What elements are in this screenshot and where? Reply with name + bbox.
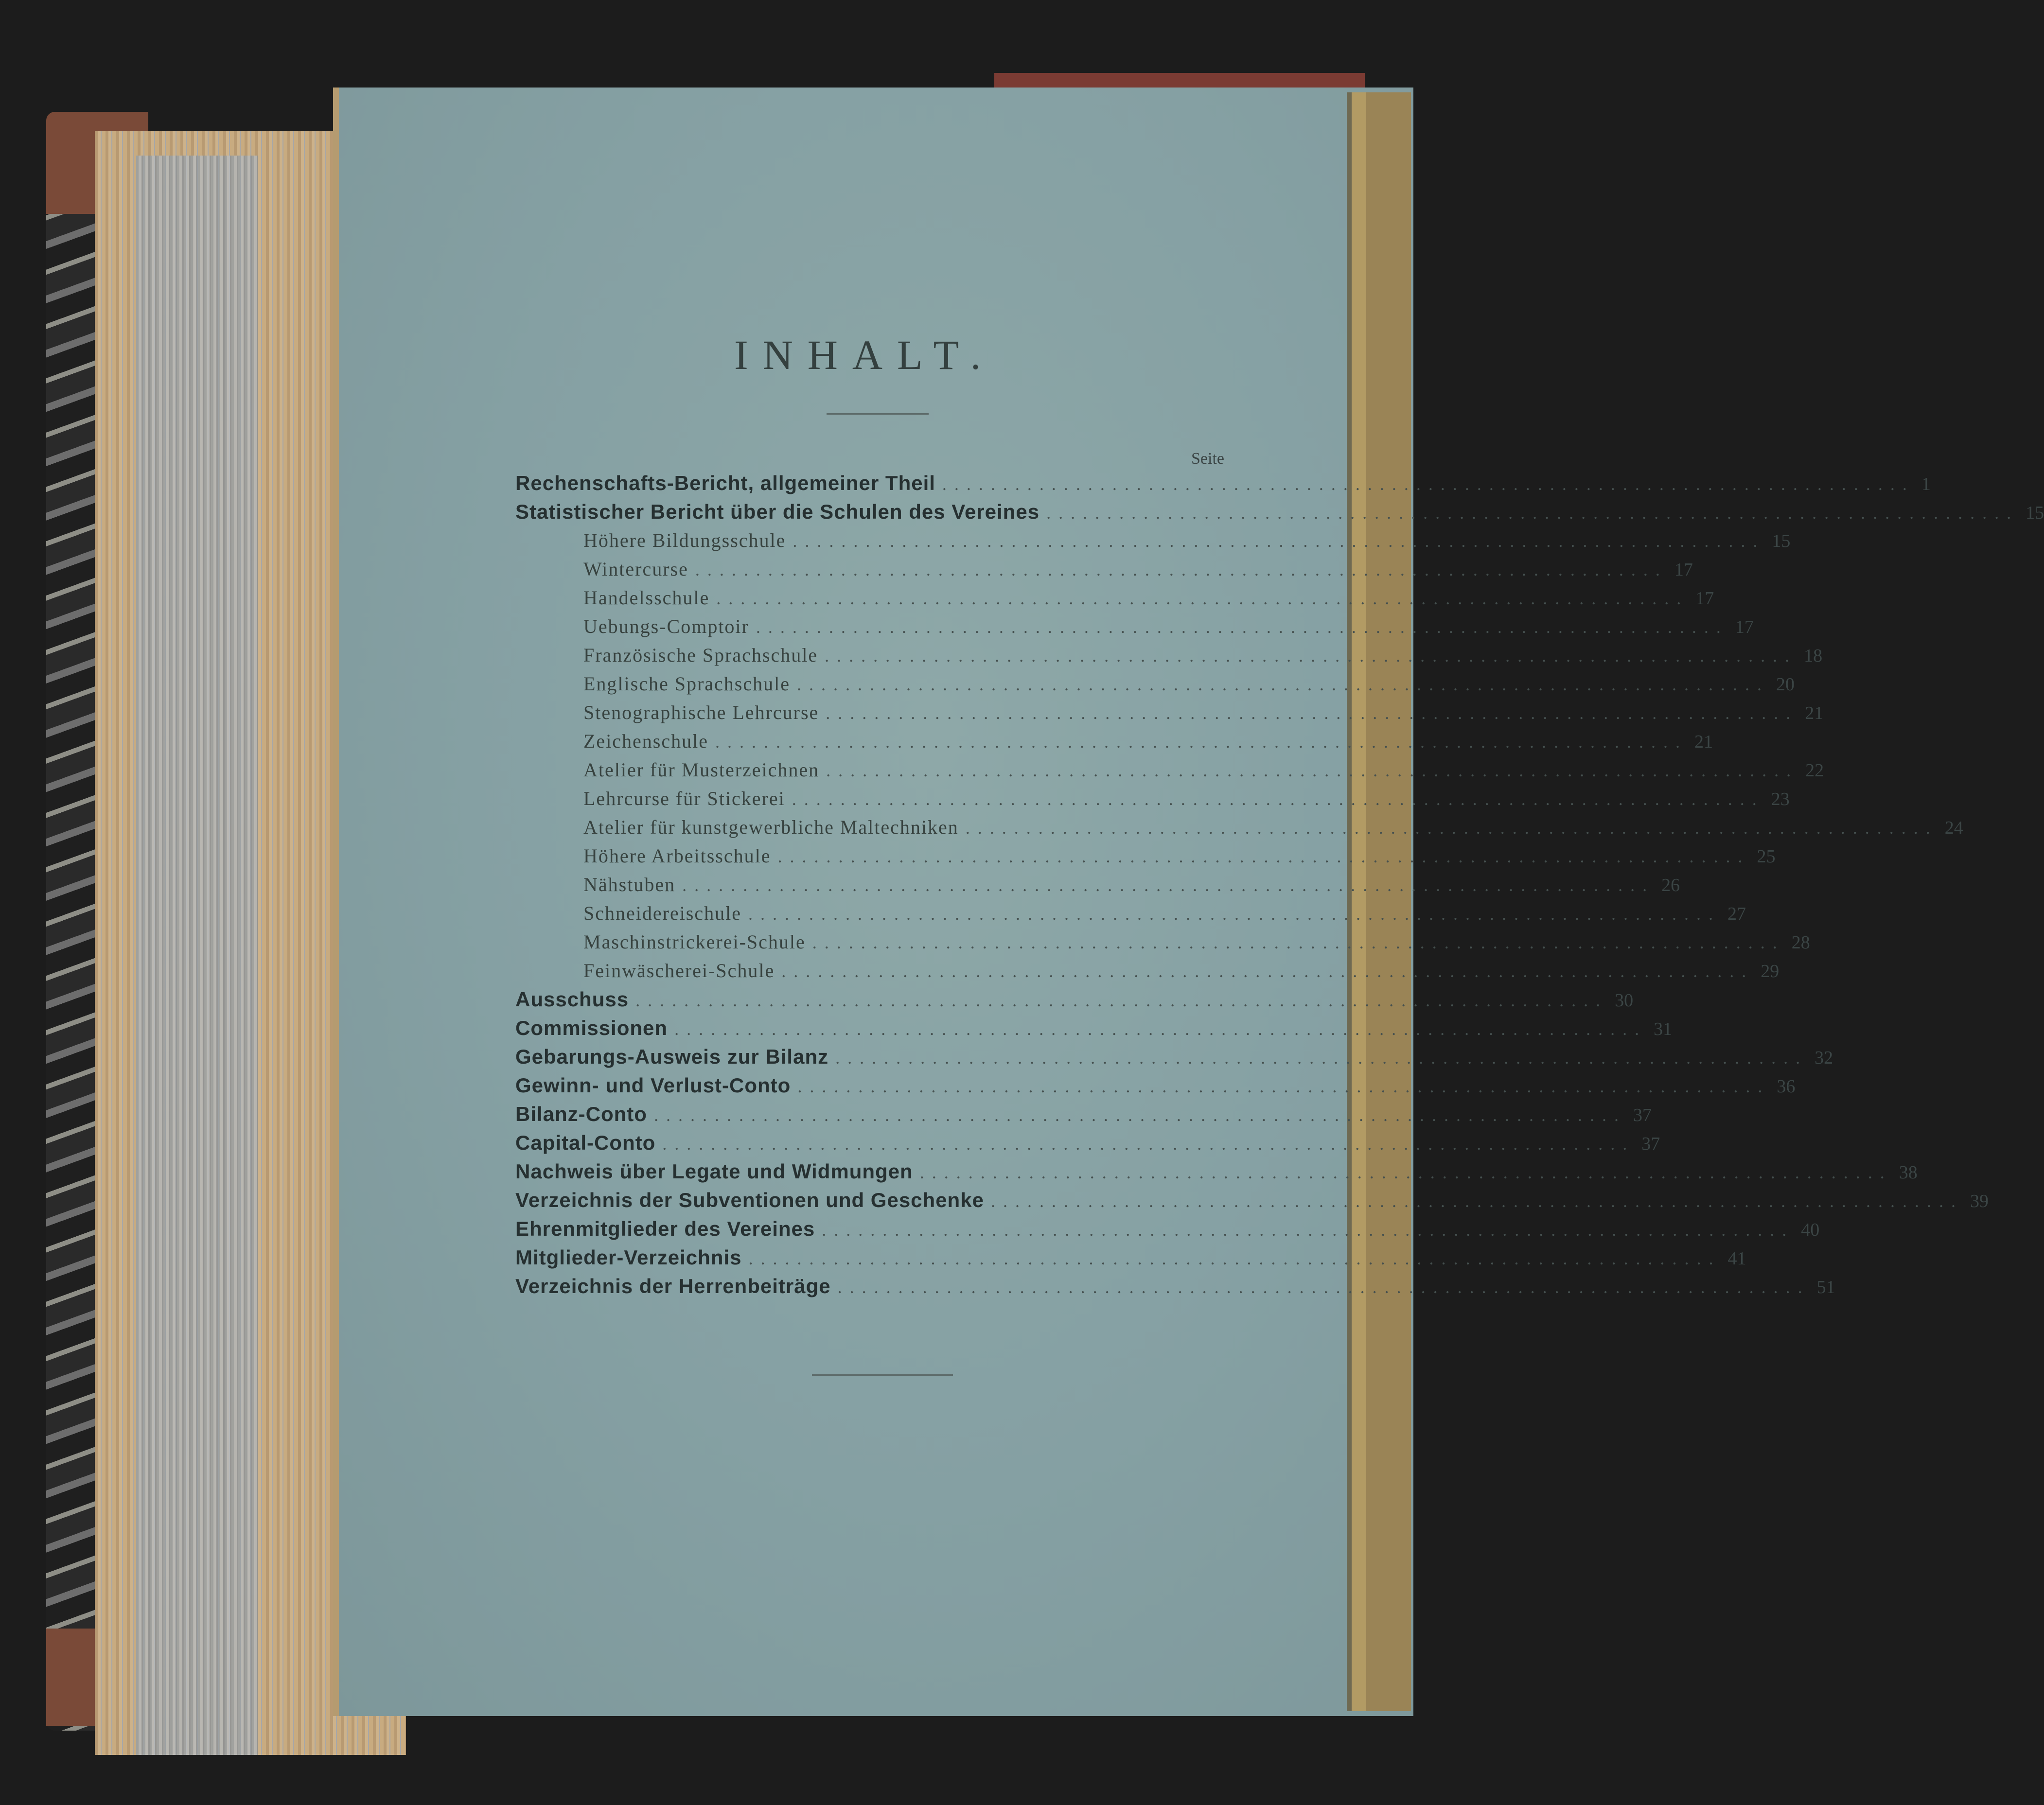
toc-entry-page: 36 (1777, 1076, 1796, 1097)
page-column-header: Seite (1191, 450, 1224, 468)
toc-entry (515, 1275, 1835, 1303)
toc-entry-label: Verzeichnis der Subventionen und Geschenke (515, 1189, 984, 1211)
leader-dots: ................................................................................ (797, 675, 1769, 694)
leader-dots: ................................................................................ (990, 1192, 1963, 1211)
toc-entry (515, 672, 1795, 701)
toc-entry-page: 27 (1727, 904, 1746, 924)
toc-entry-page: 26 (1661, 875, 1680, 895)
toc-entry-label: Wintercurse (583, 558, 688, 580)
toc-entry-label: Gewinn- und Verlust-Conto (515, 1074, 791, 1097)
toc-entry (515, 1074, 1796, 1103)
toc-entry-label: Englische Sprachschule (583, 673, 790, 695)
divider-bottom (812, 1374, 953, 1376)
toc-entry-label: Feinwäscherei-Schule (583, 960, 775, 981)
toc-entry (515, 615, 1754, 644)
toc-entry (515, 701, 1824, 730)
toc-entry (515, 586, 1714, 615)
toc-entry-page: 38 (1899, 1162, 1918, 1183)
toc-entry-page: 30 (1615, 990, 1634, 1011)
toc-entry (515, 873, 1680, 902)
leader-dots: ................................................................................ (748, 904, 1721, 924)
facing-page-edge (1347, 92, 1411, 1711)
toc-entry-page: 15 (1772, 531, 1791, 551)
toc-entry-label: Lehrcurse für Stickerei (583, 788, 785, 809)
leader-dots: ................................................................................ (826, 703, 1798, 723)
toc-entry-label: Ehrenmitglieder des Vereines (515, 1217, 815, 1240)
toc-entry (515, 959, 1780, 988)
toc-entry-label: Handelsschule (583, 587, 710, 609)
toc-entry-label: Zeichenschule (583, 730, 708, 752)
leader-dots: ................................................................................ (781, 962, 1754, 981)
toc-entry (515, 644, 1823, 672)
toc-entry-page: 18 (1804, 646, 1823, 666)
leader-dots: ................................................................................ (715, 732, 1688, 752)
toc-entry-page: 25 (1757, 846, 1776, 867)
leader-dots: ................................................................................ (797, 1077, 1770, 1096)
toc-entry-label: Rechenschafts-Bericht, allgemeiner Theil (515, 472, 935, 494)
toc-entry (515, 1217, 1820, 1246)
toc-entry-label: Atelier für kunstgewerbliche Maltechniken (583, 816, 959, 838)
toc-entry (515, 902, 1746, 930)
leader-dots: ................................................................................ (748, 1249, 1721, 1268)
leader-dots: ................................................................................ (837, 1278, 1810, 1297)
leader-dots: ................................................................................ (965, 818, 1938, 838)
page-edges-grey (136, 156, 258, 1755)
toc-entry-page: 17 (1735, 617, 1754, 637)
toc-entry-label: Gebarungs-Ausweis zur Bilanz (515, 1045, 829, 1068)
toc-entry-page: 15 (2026, 503, 2044, 523)
toc-entry (515, 529, 1791, 558)
toc-entry-page: 20 (1776, 674, 1795, 695)
leader-dots: ................................................................................ (825, 646, 1797, 666)
divider-top (827, 413, 929, 415)
toc-entry-label: Statistischer Bericht über die Schulen des Vereines (515, 500, 1040, 523)
toc-entry (515, 558, 1693, 586)
toc-entry (515, 844, 1776, 873)
toc-entry (515, 1160, 1918, 1189)
toc-entry (515, 1045, 1833, 1074)
toc-entry-label: Commissionen (515, 1016, 668, 1039)
leader-dots: ................................................................................ (826, 761, 1799, 780)
toc-entry-page: 39 (1970, 1191, 1989, 1211)
leader-dots: ................................................................................ (792, 789, 1764, 809)
toc-entry-page: 1 (1921, 474, 1931, 494)
toc-entry (515, 930, 1810, 959)
leader-dots: ................................................................................ (793, 531, 1765, 551)
toc-entry-label: Stenographische Lehrcurse (583, 701, 819, 723)
page-title: INHALT. (734, 332, 996, 378)
toc-entry-page: 51 (1816, 1277, 1835, 1297)
toc-entry-label: Maschinstrickerei-Schule (583, 931, 806, 953)
toc-entry (515, 758, 1824, 787)
leader-dots: ................................................................................ (812, 933, 1785, 952)
toc-entry-label: Uebungs-Comptoir (583, 615, 749, 637)
toc-list (515, 472, 2044, 1303)
toc-entry (515, 1131, 1660, 1160)
leader-dots: ................................................................................ (662, 1134, 1635, 1154)
leader-dots: ................................................................................ (1046, 503, 2019, 523)
toc-entry-label: Bilanz-Conto (515, 1103, 647, 1125)
toc-entry (515, 1103, 1652, 1131)
toc-entry-label: Verzeichnis der Herrenbeiträge (515, 1275, 831, 1297)
toc-entry (515, 1246, 1746, 1275)
leader-dots: ................................................................................ (653, 1105, 1626, 1125)
toc-entry-page: 23 (1771, 789, 1790, 809)
toc-entry-label: Atelier für Musterzeichnen (583, 759, 820, 781)
leader-dots: ................................................................................ (942, 474, 1915, 494)
toc-entry-label: Mitglieder-Verzeichnis (515, 1246, 742, 1269)
leader-dots: ................................................................................ (756, 617, 1728, 637)
leader-dots: ................................................................................ (695, 560, 1668, 579)
leader-dots: ................................................................................ (674, 1019, 1647, 1039)
toc-entry (515, 500, 2044, 529)
leader-dots: ................................................................................ (635, 991, 1608, 1010)
toc-entry (515, 1189, 1989, 1217)
toc-entry-label: Nachweis über Legate und Widmungen (515, 1160, 913, 1183)
leader-dots: ................................................................................ (716, 589, 1689, 608)
toc-entry-label: Höhere Bildungsschule (583, 529, 786, 551)
toc-entry-page: 29 (1761, 961, 1780, 981)
toc-entry-page: 22 (1805, 760, 1824, 781)
toc-entry-label: Capital-Conto (515, 1131, 656, 1154)
toc-entry (515, 730, 1713, 758)
toc-entry-page: 21 (1805, 703, 1824, 723)
leader-dots: ................................................................................ (777, 847, 1750, 866)
toc-entry-label: Schneidereischule (583, 902, 741, 924)
toc-entry-label: Nähstuben (583, 874, 676, 895)
toc-entry-page: 37 (1633, 1105, 1652, 1125)
toc-entry-page: 17 (1674, 560, 1693, 580)
leader-dots: ................................................................................ (822, 1220, 1795, 1240)
leader-dots: ................................................................................ (682, 876, 1655, 895)
toc-entry-label: Französische Sprachschule (583, 644, 818, 666)
toc-entry (515, 816, 1963, 844)
toc-entry (515, 988, 1634, 1016)
leader-dots: ................................................................................ (919, 1163, 1892, 1182)
toc-entry-page: 40 (1801, 1220, 1820, 1240)
toc-entry-page: 32 (1815, 1048, 1833, 1068)
toc-entry (515, 1016, 1673, 1045)
toc-entry-page: 24 (1944, 818, 1963, 838)
toc-entry-label: Ausschuss (515, 988, 629, 1011)
toc-entry-page: 37 (1641, 1134, 1660, 1154)
toc-entry (515, 787, 1790, 816)
leader-dots: ................................................................................ (835, 1048, 1808, 1068)
toc-entry-page: 31 (1654, 1019, 1673, 1039)
toc-entry (515, 472, 1931, 500)
toc-entry-page: 41 (1727, 1248, 1746, 1269)
toc-entry-label: Höhere Arbeitsschule (583, 845, 771, 867)
toc-entry-page: 21 (1694, 732, 1713, 752)
toc-entry-page: 17 (1695, 588, 1714, 609)
toc-entry-page: 28 (1791, 932, 1810, 953)
